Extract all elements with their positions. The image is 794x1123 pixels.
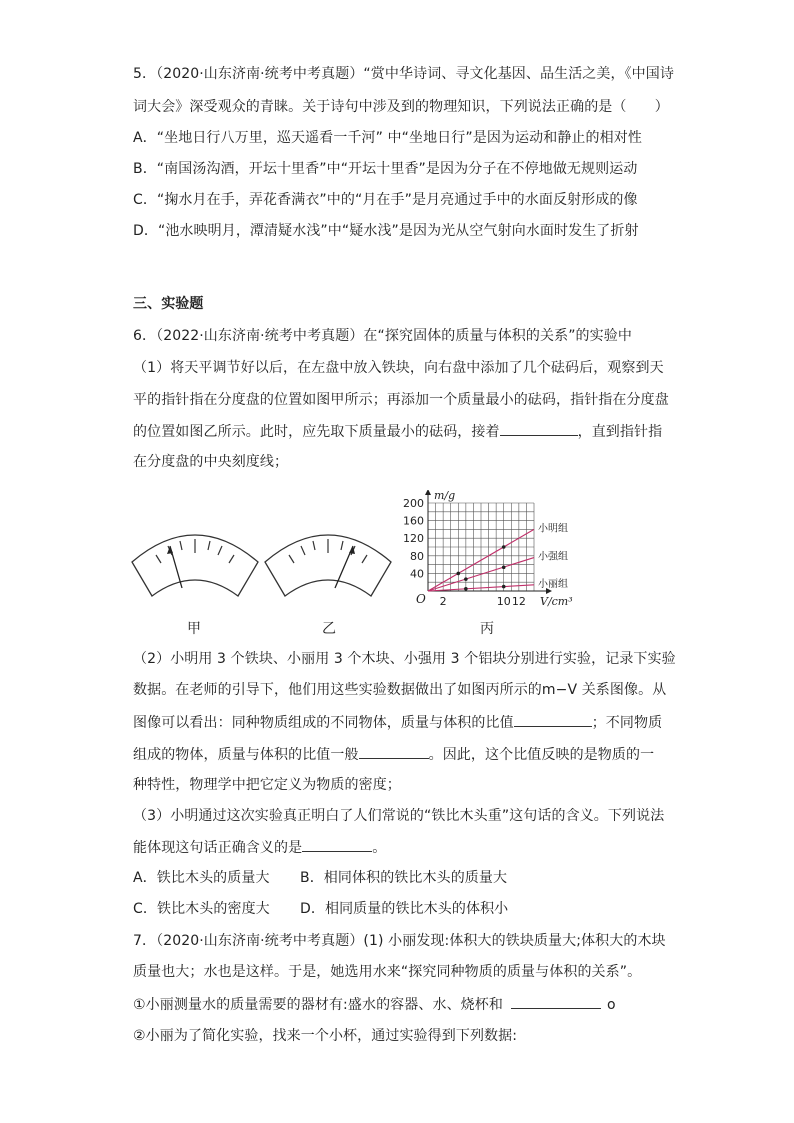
q6-part3-line2 [133,837,386,858]
x-axis-label: V/cm³ [540,595,573,608]
answer-blank[interactable] [514,712,592,727]
q7-line3 [133,994,616,1015]
y-axis-label: m/g [434,490,456,502]
answer-blank[interactable] [302,837,372,852]
x-tick-label: 2 [439,595,447,608]
q6-part3-line1: （3）小明通过这次实验真正明白了人们常说的“铁比木头重”这句话的含义。下列说法 [133,808,665,824]
section-title: 三、实验题 [133,296,204,312]
series-label: 小丽组 [538,578,568,590]
answer-blank[interactable] [511,994,601,1009]
q5-option-c: C．“掬水月在手，弄花香满衣”中的“月在手”是月亮通过手中的水面反射形成的像 [133,192,638,208]
q6-intro: 6．（2022·山东济南·统考中考真题）在“探究固体的质量与体积的关系”的实验中 [133,328,632,344]
q6-part1-line3-tail: ，直到指针指 [577,424,663,440]
data-point [456,572,460,576]
q7-line3-tail: o [606,997,616,1013]
q6-part1-line4: 在分度盘的中央刻度线； [133,454,289,470]
q6-part2-line5: 种特性，物理学中把它定义为物质的密度； [133,777,401,793]
q7-line2: 质量也大；水也是这样。于是，她选用水来“探究同种物质的质量与体积的关系”。 [133,964,642,980]
y-tick-label: 40 [410,567,424,581]
q5-line2: 词大会》深受观众的青睐。关于诗句中涉及到的物理知识，下列说法正确的是（ ） [133,99,669,115]
q6-part2-line4 [133,744,654,765]
y-axis-arrow [425,490,431,495]
q6-option-a: A．铁比木头的质量大 [133,870,270,886]
q6-part2-line2: 数据。在老师的引导下，他们用这些实验数据做出了如图丙所示的m−V 关系图像。从 [133,682,667,698]
q6-part2-line4-text: 组成的物体，质量与体积的比值一般 [133,747,359,763]
origin-label: O [416,592,426,606]
q6-part3-line2-tail: 。 [372,840,387,856]
x-tick-label: 12 [511,595,526,608]
figure-label-jia: 甲 [187,621,201,637]
data-point [464,587,468,591]
q7-line3-text: ①小丽测量水的质量需要的器材有:盛水的容器、水、烧杯和 [133,997,503,1013]
q6-part1-line2: 平的指针指在分度盘的位置如图甲所示；再添加一个质量最小的砝码，指针指在分度盘 [133,392,669,408]
q6-part2-line3-text: 图像可以看出：同种物质组成的不同物体，质量与体积的比值 [133,715,514,731]
answer-blank[interactable] [359,744,429,759]
q6-part1-line3-text: 的位置如图乙所示。此时，应先取下质量最小的砝码，接着 [133,424,500,440]
q6-part2-line3-tail: ；不同物质 [591,715,663,731]
dial-jia-figure [130,520,260,600]
q5-option-d: D．“池水映明月，潭清疑水浅”中“疑水浅”是因为光从空气射向水面时发生了折射 [133,223,639,239]
figure-label-bing: 丙 [480,621,494,637]
q6-part3-line2-text: 能体现这句话正确含义的是 [133,840,303,856]
q7-line4: ②小丽为了简化实验，找来一个小杯，通过实验得到下列数据: [133,1028,518,1044]
y-tick-label: 120 [403,532,424,546]
data-point [502,565,506,569]
series-label: 小强组 [538,551,568,563]
data-point [502,545,506,549]
q6-part2-line1: （2）小明用 3 个铁块、小丽用 3 个木块、小强用 3 个铝块分别进行实验，记录下实验 [133,651,676,667]
q5-option-b: B．“南国汤沟酒，开坛十里香”中“开坛十里香”是因为分子在不停地做无规则运动 [133,161,638,177]
q6-part1-line3 [133,421,662,442]
q6-option-d: D．相同质量的铁比木头的体积小 [300,901,509,917]
q6-option-c: C．铁比木头的密度大 [133,901,270,917]
y-tick-label: 160 [403,514,424,528]
y-tick-label: 80 [410,549,424,563]
x-tick-label: 10 [496,595,511,608]
m-v-chart [395,490,580,610]
q6-part1-line1: （1）将天平调节好以后，在左盘中放入铁块，向右盘中添加了几个砝码后，观察到天 [133,360,664,376]
q6-part2-line4-tail: 。因此，这个比值反映的是物质的一 [428,747,655,763]
answer-blank[interactable] [500,421,578,436]
q5-option-a: A．“坐地日行八万里，巡天遥看一千河” 中“坐地日行”是因为运动和静止的相对性 [133,130,642,146]
q5-line1: 5．（2020·山东济南·统考中考真题）“赏中华诗词、寻文化基因、品生活之美，《中国诗 [133,66,674,82]
figure-label-yi: 乙 [322,621,336,637]
data-point [464,577,468,581]
y-tick-label: 200 [403,497,424,510]
q6-part2-line3 [133,712,662,733]
q7-line1: 7．（2020·山东济南·统考中考真题）(1) 小丽发现:体积大的铁块质量大;体积大的木块 [133,933,666,949]
series-label: 小明组 [538,523,568,535]
q6-option-b: B．相同体积的铁比木头的质量大 [300,870,508,886]
data-point [502,585,506,589]
dial-yi-figure [263,520,393,600]
